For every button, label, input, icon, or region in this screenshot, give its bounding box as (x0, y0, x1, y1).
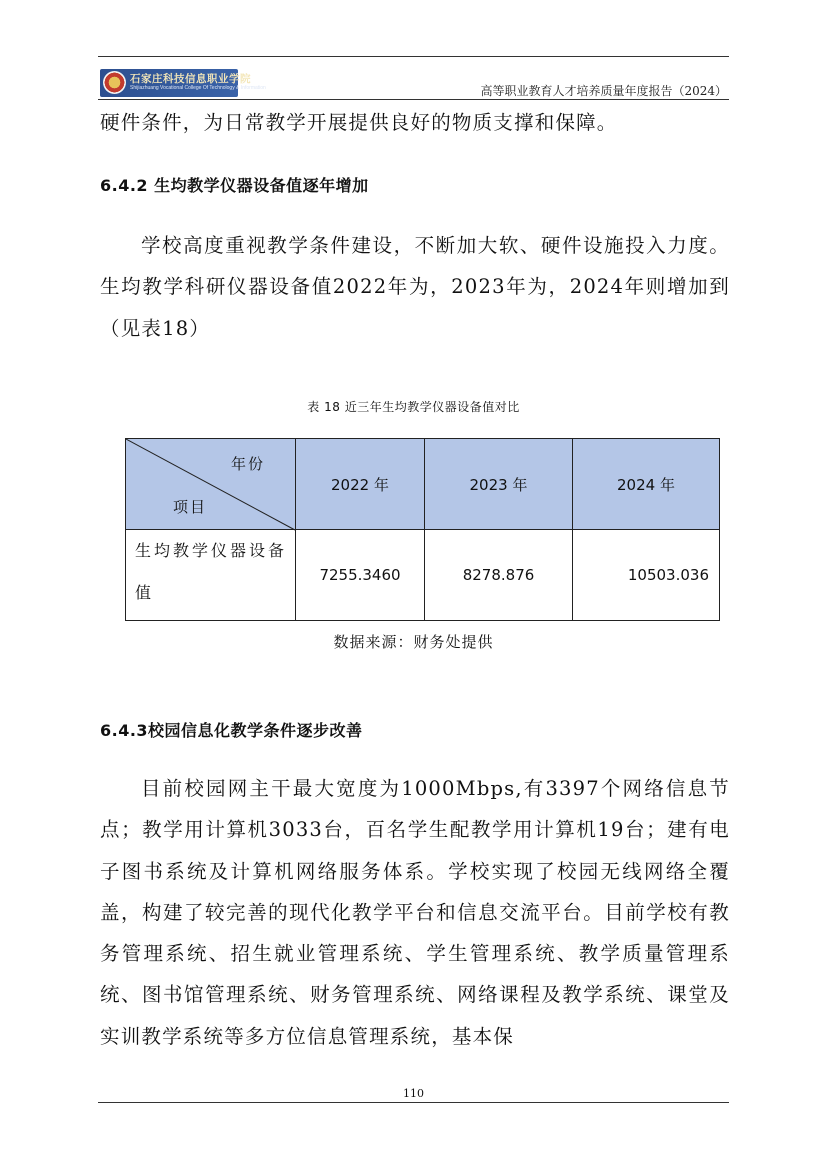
college-emblem-icon (103, 71, 126, 94)
logo-subtext: Shijiazhuang Vocational College Of Technology & Information (130, 85, 266, 91)
data-source-note: 数据来源：财务处提供 (333, 633, 494, 651)
header-bottom-rule (98, 99, 729, 100)
paragraph-carryover: 硬件条件，为日常教学开展提供良好的物质支撑和保障。 (100, 111, 618, 134)
page-number: 110 (403, 1087, 424, 1100)
year-header-2023: 2023 年 (425, 439, 573, 530)
equipment-value-table (125, 438, 720, 621)
diagonal-divider (126, 439, 295, 530)
table-caption: 表 18 近三年生均教学仪器设备值对比 (307, 400, 520, 414)
running-title: 高等职业教育人才培养质量年度报告（2024） (480, 84, 727, 98)
year-header-2022: 2022 年 (296, 439, 425, 530)
corner-column-label: 年份 (231, 455, 266, 473)
college-logo (100, 69, 266, 97)
table-header-row (126, 439, 720, 530)
logo-text: 石家庄科技信息职业学院 (130, 73, 251, 85)
paragraph-6-4-2: 学校高度重视教学条件建设，不断加大软、硬件设施投入力度。生均教学科研仪器设备值2022年为，2023年为，2024年则增加到（见表18） (100, 234, 730, 340)
table-corner-cell (126, 439, 296, 530)
section-heading-6-4-2: 6.4.2 生均教学仪器设备值逐年增加 (100, 176, 369, 195)
year-header-2024: 2024 年 (573, 439, 720, 530)
header-top-rule (98, 56, 729, 57)
table-row (126, 530, 720, 621)
value-2022: 7255.3460 (296, 530, 425, 621)
value-2024: 10503.036 (573, 530, 720, 621)
section-heading-6-4-3: 6.4.3校园信息化教学条件逐步改善 (100, 721, 363, 740)
paragraph-6-4-3: 目前校园网主干最大宽度为1000Mbps,有3397个网络信息节点；教学用计算机3033台，百名学生配教学用计算机19台；建有电子图书系统及计算机网络服务体系。学校实现了校园无线网络全覆盖，构建了较完善的现代化教学平台和信息交流平台。目前学校有教务管理系统、招生就业管理系统、学生管理系统、教学质量管理系统、图书馆管理系统、财务管理系统、网络课程及教学系统、课堂及实训教学系统等多方位信息管理系统，基本保 (100, 777, 730, 1048)
corner-row-label: 项目 (173, 498, 208, 516)
row-label-cell: 生均教学仪器设备值 (126, 530, 296, 621)
value-2023: 8278.876 (425, 530, 573, 621)
footer-rule (98, 1102, 729, 1103)
